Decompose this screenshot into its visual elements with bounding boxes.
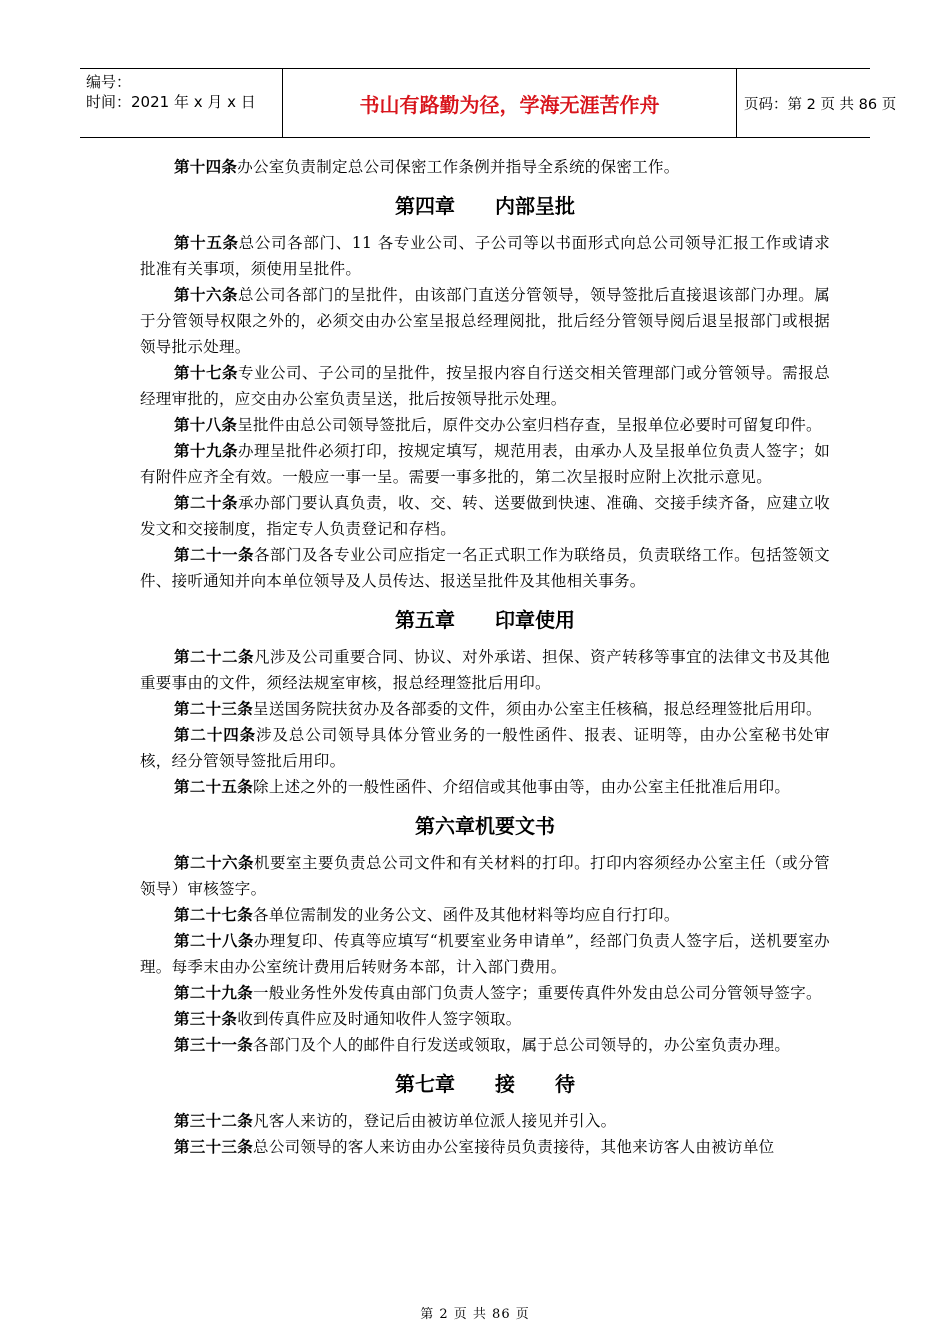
article-18 (140, 412, 830, 438)
article-number: 第十八条 (174, 415, 238, 434)
article-14 (140, 154, 830, 180)
article-15 (140, 230, 830, 282)
article-text: 各部门及各专业公司应指定一名正式职工作为联络员，负责联络工作。包括签领文件、接听通知并向本单位领导及人员传达、报送呈批件及其他相关事务。 (140, 546, 830, 590)
article-text: 呈送国务院扶贫办及各部委的文件，须由办公室主任核稿，报总经理签批后用印。 (253, 700, 822, 718)
article-text: 涉及总公司领导具体分管业务的一般性函件、报表、证明等，由办公室秘书处审核，经分管领导签批后用印。 (140, 726, 830, 770)
article-28 (140, 928, 830, 980)
article-text: 各单位需制发的业务公文、函件及其他材料等均应自行打印。 (253, 906, 680, 924)
article-number: 第二十一条 (174, 545, 255, 564)
article-26 (140, 850, 830, 902)
article-text: 总公司各部门、11 各专业公司、子公司等以书面形式向总公司领导汇报工作或请求批准有关事项，须使用呈批件。 (140, 234, 830, 278)
chapter-5-title: 第五章 印章使用 (395, 608, 575, 632)
article-27 (140, 902, 830, 928)
article-number: 第十九条 (174, 441, 239, 460)
article-text: 总公司各部门的呈批件，由该部门直送分管领导，领导签批后直接退该部门办理。属于分管领导权限之外的，必须交由办公室呈报总经理阅批，批后经分管领导阅后退呈报部门或根据领导批示处理。 (140, 286, 831, 356)
article-16 (140, 282, 830, 360)
article-text: 各部门及个人的邮件自行发送或领取，属于总公司领导的，办公室负责办理。 (253, 1036, 791, 1054)
article-number: 第二十二条 (174, 647, 255, 666)
article-number: 第二十八条 (174, 931, 254, 950)
article-number: 第二十条 (174, 493, 239, 512)
article-25 (140, 774, 830, 800)
time-label: 时间：2021 年 x 月 x 日 (86, 93, 256, 111)
article-21 (140, 542, 830, 594)
article-number: 第三十一条 (174, 1035, 254, 1054)
number-label: 编号： (86, 73, 132, 91)
article-number: 第十五条 (174, 233, 239, 252)
page-footer: 第 2 页 共 86 页 (420, 1307, 530, 1322)
document-body (140, 154, 830, 1160)
article-31 (140, 1032, 830, 1058)
article-text: 办公室负责制定总公司保密工作条例并指导全系统的保密工作。 (237, 158, 680, 176)
article-17 (140, 360, 830, 412)
article-number: 第二十六条 (174, 853, 255, 872)
article-text: 机要室主要负责总公司文件和有关材料的打印。打印内容须经办公室主任（或分管领导）审核签字。 (140, 854, 830, 898)
article-text: 凡客人来访的，登记后由被访单位派人接见并引入。 (253, 1112, 617, 1130)
article-text: 办理呈批件必须打印，按规定填写，规范用表，由承办人及呈报单位负责人签字；如有附件应齐全有效。一般应一事一呈。需要一事多批的，第二次呈报时应附上次批示意见。 (140, 442, 831, 486)
article-23 (140, 696, 830, 722)
article-text: 总公司领导的客人来访由办公室接待员负责接待，其他来访客人由被访单位 (253, 1138, 775, 1156)
article-number: 第十七条 (174, 363, 239, 382)
article-33 (140, 1134, 830, 1160)
header-motto: 书山有路勤为径，学海无涯苦作舟 (282, 69, 737, 137)
article-text: 收到传真件应及时通知收件人签字领取。 (237, 1010, 522, 1028)
article-text: 办理复印、传真等应填写“机要室业务申请单”，经部门负责人签字后，送机要室办理。每季末由办公室统计费用后转财务本部，计入部门费用。 (140, 932, 830, 976)
article-30 (140, 1006, 830, 1032)
article-text: 除上述之外的一般性函件、介绍信或其他事由等，由办公室主任批准后用印。 (253, 778, 791, 796)
header-page-label: 页码：第 2 页 共 86 页 (744, 96, 897, 113)
article-24 (140, 722, 830, 774)
article-text: 凡涉及公司重要合同、协议、对外承诺、担保、资产转移等事宜的法律文书及其他重要事由的文件，须经法规室审核，报总经理签批后用印。 (140, 648, 830, 692)
article-number: 第二十四条 (174, 725, 257, 744)
article-number: 第二十七条 (174, 905, 254, 924)
article-number: 第二十九条 (174, 983, 254, 1002)
chapter-6-title: 第六章机要文书 (415, 814, 555, 838)
chapter-4-title: 第四章 内部呈批 (395, 194, 575, 218)
article-text: 专业公司、子公司的呈批件，按呈报内容自行送交相关管理部门或分管领导。需报总经理审批的，应交由办公室负责呈送，批后按领导批示处理。 (140, 364, 831, 408)
article-number: 第十四条 (174, 157, 238, 176)
article-20 (140, 490, 830, 542)
article-number: 第二十五条 (174, 777, 254, 796)
article-text: 承办部门要认真负责，收、交、转、送要做到快速、准确、交接手续齐备，应建立收发文和交接制度，指定专人负责登记和存档。 (140, 494, 831, 538)
article-number: 第三十二条 (174, 1111, 254, 1130)
page-header (80, 68, 897, 138)
article-number: 第三十条 (174, 1009, 238, 1028)
chapter-7-title: 第七章 接 待 (395, 1072, 575, 1096)
article-number: 第十六条 (174, 285, 239, 304)
article-29 (140, 980, 830, 1006)
header-meta (80, 69, 282, 137)
article-32 (140, 1108, 830, 1134)
article-22 (140, 644, 830, 696)
article-text: 呈批件由总公司领导签批后，原件交办公室归档存查，呈报单位必要时可留复印件。 (237, 416, 822, 434)
article-text: 一般业务性外发传真由部门负责人签字；重要传真件外发由总公司分管领导签字。 (253, 984, 822, 1002)
article-number: 第三十三条 (174, 1137, 254, 1156)
article-19 (140, 438, 830, 490)
article-number: 第二十三条 (174, 699, 254, 718)
